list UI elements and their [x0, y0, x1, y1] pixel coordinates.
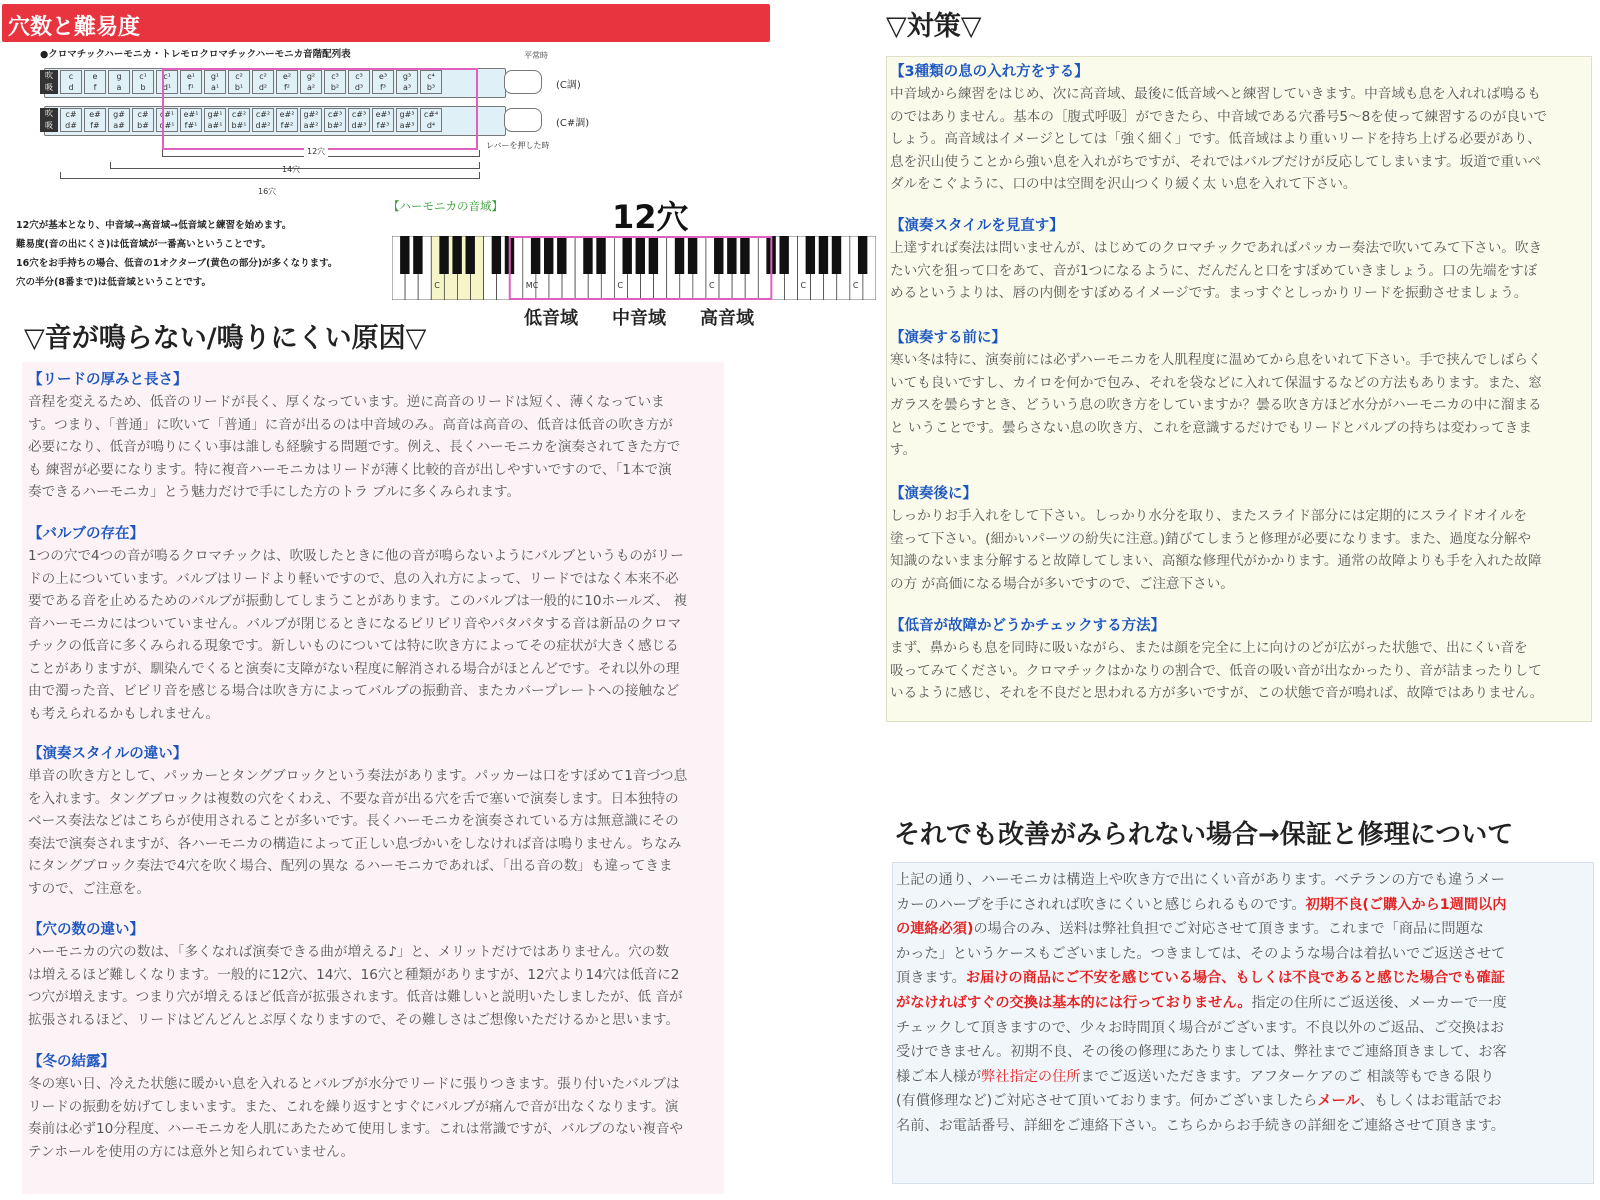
c-label: MC	[525, 281, 539, 290]
section-line: チックの低音に多くみられる現象です。新しいものについては特に吹き方によってその症状が大きく感じる	[28, 638, 679, 654]
len12-label: 12穴	[304, 146, 328, 157]
hole: c¹ d¹	[156, 70, 178, 94]
note-line: 穴の半分(8番まで)は低音域ということです。	[16, 277, 212, 288]
header-bar	[2, 4, 770, 42]
section-line: 寒い冬は特に、演奏前には必ずハーモニカを人肌程度に温めてから息をいれて下さい。手で挟んでしばらく	[890, 352, 1542, 368]
len14-label: 14穴	[282, 165, 301, 174]
section-block	[890, 614, 1592, 705]
csharp-key-label: (C#調)	[556, 118, 590, 129]
black-key	[466, 236, 475, 274]
hole: c#⁴ d⁴	[420, 108, 442, 132]
section-line: 上達すれば奏法は問いませんが、はじめてのクロマチックであればパッカー奏法で吹いてみて下さい。吹き	[890, 240, 1543, 256]
section-block	[28, 368, 728, 504]
hole: c#² d#²	[252, 108, 274, 132]
designated-address: 弊社指定の住所	[981, 1068, 1081, 1085]
warranty-title: それでも改善がみられない場合→保証と修理について	[894, 820, 1514, 850]
section-line: ことがありますが、馴染んでくると演奏に支障がない程度に解消される場合がほとんどです。それ以外の理	[28, 660, 680, 677]
section-heading: 【3種類の息の入れ方をする】	[890, 64, 1089, 80]
hole: g#² a#²	[300, 108, 322, 132]
black-key	[544, 236, 553, 274]
section-block	[28, 742, 728, 900]
section-line: つ穴が増えます。つまり穴が増えるほど低音が拡張されます。低音は難しいと説明いたしましたが、低 音が	[28, 989, 683, 1005]
section-line: 要である音を止めるためのバルブが振動してしまうことがあります。このバルブは一般的に10ホールズ、 複	[28, 593, 688, 609]
section-line: 冬の寒い日、冷えた状態に暖かい息を入れるとバルブが水分でリードに張りつきます。張り付いたバルブは	[28, 1076, 680, 1092]
section-heading: 【冬の結露】	[28, 1054, 115, 1070]
section-heading: 【低音が故障かどうかチェックする方法】	[890, 618, 1166, 634]
harmonica-mouthpiece-c	[504, 70, 542, 94]
hole: c#³ d#³	[348, 108, 370, 132]
section-line: 中音域から練習をはじめ、次に高音域、最後に低音域へと練習していきます。中音域も息を入れれば鳴るも	[890, 86, 1541, 102]
section-heading: 【穴の数の違い】	[28, 922, 144, 938]
black-key	[622, 236, 631, 274]
section-line: 吸ってみてください。クロマチックはかなりの割合で、低音の吸い音が出なかったり、音が詰まったりして	[890, 662, 1542, 679]
section-line: しっかりお手入れをして下さい。しっかり水分を取り、またスライド部分には定期的にスライドオイルを	[890, 508, 1527, 524]
section-line: ドの上についています。バルブはリードより軽いですので、息の入れ方によって、リードではなく本来不必	[28, 570, 679, 587]
hole: e² f²	[276, 70, 298, 94]
black-key	[675, 236, 684, 274]
hole: g#³ a#³	[396, 108, 418, 132]
notes-block	[16, 216, 337, 292]
section-line: 息を沢山使うことから強い息を入れがちですが、それではバルブだけが反応してしまいます。坂道で重いペ	[890, 153, 1542, 170]
exchange-warning-cont: がなければすぐの交換は基本的には行っておりません。	[896, 994, 1252, 1011]
black-key	[531, 236, 540, 274]
hole: e#² f#²	[276, 108, 298, 132]
c-key-label: (C調)	[556, 80, 581, 91]
section-block	[890, 326, 1592, 462]
section-line: めるというよりは、唇の内側をすぼめるイメージです。まっすぐとしっかりリードを振動させましょう。	[890, 285, 1528, 301]
black-key	[649, 236, 658, 274]
black-key	[596, 236, 605, 274]
header-title: 穴数と難易度	[8, 15, 141, 40]
hole: e f	[84, 70, 106, 94]
hole: e# f#	[84, 108, 106, 132]
section-line: にタングブロック奏法で4穴を吹く場合、配列の異な るハーモニカであれば、「出る音の数」も違ってきま	[28, 858, 673, 874]
lever-label: レバーを押した時	[486, 141, 550, 150]
hole: g a	[108, 70, 130, 94]
hole: c#² b#¹	[228, 108, 250, 132]
black-key	[492, 236, 501, 274]
section-line: す。	[890, 442, 917, 458]
c-label: C	[617, 281, 623, 290]
left-section-title: ▽音が鳴らない/鳴りにくい原因▽	[24, 323, 427, 354]
black-key	[636, 236, 645, 274]
hole: e¹ f¹	[180, 70, 202, 94]
section-heading: 【演奏スタイルを見直す】	[890, 218, 1064, 234]
section-heading: 【演奏後に】	[890, 486, 977, 502]
warranty-text: 上記の通り、ハーモニカは構造上や吹き方で出にくい音があります。ベテランの方でも違うメー カーのハープを手にされれば吹きにくいと感じられるものです。初期不良(ご購入から1週間以内 の連絡必須)の場合のみ、送料は弊社負担でご対応させて頂きます。これまで「商品に問題な かった」というケースもございました。つきましては、そのような場合は着払いでご返送させて 頂きます。お届けの商品にご不安を感じている場合、もしくは不良であると感じた場合でも確証 がなければすぐの交換は基本的には行っておりません。指定の住所にご返送後、メーカーで一度 チェックして頂きますので、少々お時間頂く場合がございます。不良以外のご返品、ご交換はお 受けできません。初期不良、その後の修理にあたりましては、弊社までご連絡頂きまして、お客 様ご本人様が弊社指定の住所までご返送いただきます。アフターケアのご 相談等もできる限り (有償修理など)ご対応させて頂いております。何かございましたらメール、もしくはお電話でお 名前、お電話番号、詳細をご連絡下さい。こちらからお手続きの詳細をご連絡させて頂きます。	[896, 872, 1507, 1134]
range-12-highlight	[162, 68, 478, 150]
section-block	[28, 918, 728, 1031]
note-line: 12穴が基本となり、中音域→高音域→低音域と練習を始めます。	[16, 220, 292, 231]
section-heading: 【演奏スタイルの違い】	[28, 746, 188, 762]
black-key	[439, 236, 448, 274]
section-line: 単音の吹き方として、パッカーとタングブロックという奏法があります。パッカーは口をすぼめて1音づつ息	[28, 768, 688, 784]
hole: c² d²	[252, 70, 274, 94]
c-label: C	[434, 281, 440, 290]
hole: c d	[60, 70, 82, 94]
c-label: C	[708, 281, 715, 290]
note-line: 16穴をお手持ちの場合、低音の1オクターブ(黄色の部分)が多くなります。	[16, 258, 338, 269]
hole: g¹ a¹	[204, 70, 226, 94]
black-key	[806, 236, 815, 274]
section-line: 塗って下さい。(細かいパーツの紛失に注意。)錆びてしまうと修理が必要になります。また、過度な分解や	[890, 530, 1532, 547]
section-line: たい穴を狙って口をあて、音が1つになるように、だんだんと口をすぼめていきましょう。口の先端をすぼ	[890, 262, 1538, 279]
section-line: の方 が高価になる場合が多いですので、ご注意下さい。	[890, 575, 1234, 592]
section-block	[890, 60, 1592, 196]
defect-notice-cont: の連絡必須)	[896, 921, 974, 938]
section-line: 1つの穴で4つの音が鳴るクロマチックは、吹吸したときに他の音が鳴らないようにバルブというものがリー	[28, 548, 684, 564]
chart-title: ●クロマチックハーモニカ・トレモロクロマチックハーモニカ音階配列表	[40, 49, 351, 60]
section-line: ベース奏法などはこちらが使用されることが多いです。長くハーモニカを演奏されている方は無意識にその	[28, 813, 679, 829]
section-block	[890, 482, 1592, 595]
section-line: 知識のないまま分解すると故障してしまい、高額な修理代がかかります。通常の故障よりも手を入れた故障	[890, 553, 1542, 569]
section-line: 奏前は必ず10分程度、ハーモニカを人肌にあたためて使用します。これは常識ですが、バルブのない複音や	[28, 1121, 684, 1137]
black-key	[583, 236, 592, 274]
hole: c² b¹	[228, 70, 250, 94]
hole: g³ a³	[396, 70, 418, 94]
piano-keyboard	[392, 236, 876, 300]
mid-range-label: 中音域	[612, 308, 666, 329]
section-line: ハーモニカの穴の数は、「多くなれば演奏できる曲が増える♪」と、メリットだけではありません。穴の数	[28, 944, 670, 960]
black-key	[779, 236, 788, 274]
section-line: ガラスを曇らすとき、どういう息の吹き方をしていますか？曇る吹き方ほど水分がハーモニカの中に溜まる	[890, 397, 1542, 413]
section-line: は増えるほど難しくなります。一般的に12穴、14穴、16穴と種類がありますが、12穴より14穴は低音に2	[28, 966, 680, 983]
section-line: リードの振動を妨げてしまいます。また、これを繰り返すとすぐにバルブが痛んで音が出なくなります。演	[28, 1098, 679, 1115]
black-key	[832, 236, 841, 274]
hole: c#¹ d#¹	[156, 108, 178, 132]
section-line: す。つまり、「普通」に吹いて「普通」に音が出るのは中音域のみ。高音は高音の、低音は低音の吹き方が	[28, 416, 673, 433]
section-line: 奏できるハーモニカ」とう魅力だけで手にした方のトラ ブルに多くみられます。	[28, 484, 521, 500]
black-key	[714, 236, 723, 274]
harmonica-mouthpiece-csharp	[504, 108, 542, 132]
section-line: テンホールを使用の方には意外と知られていません。	[28, 1143, 355, 1160]
black-key	[819, 236, 828, 274]
hole: c³ b²	[324, 70, 346, 94]
section-line: 必要になり、低音が鳴りにくい事は誰しも経験する問題です。例え、長くハーモニカを演奏されてきた方で	[28, 439, 681, 455]
high-range-label: 高音域	[700, 308, 754, 329]
section-line: ダルをこぐように、口の中は空間を沢山つくり緩く太 い息を入れて下さい。	[890, 176, 1357, 192]
len16-label: 16穴	[258, 187, 277, 196]
low-range-label: 低音域	[524, 308, 578, 329]
section-heading: 【バルブの存在】	[28, 526, 144, 542]
hole: e³ f³	[372, 70, 394, 94]
black-key	[400, 236, 409, 274]
section-line: も 練習が必要になります。特に複音ハーモニカはリードが薄く比較的音が出しやすいですので、「1本で演	[28, 461, 672, 478]
exchange-warning: お届けの商品にご不安を感じている場合、もしくは不良であると感じた場合でも確証	[965, 970, 1505, 987]
black-key	[557, 236, 566, 274]
section-heading: 【演奏する前に】	[890, 330, 1006, 346]
section-line: を入れます。タングブロックは複数の穴をくわえ、不要な音が出る穴を舌で塞いで演奏します。日本独特の	[28, 790, 679, 807]
len16-bracket	[60, 172, 480, 179]
black-key	[727, 236, 736, 274]
section-line: 奏法で演奏されますが、各ハーモニカの構造によって正しい息づかいをしなければ音は鳴りません。ちなみ	[28, 835, 682, 852]
section-line: も考えられるかもしれません。	[28, 705, 220, 722]
section-line: 拡張されるほど、リードはどんどんとぶ厚くなりますので、その難しさはご想像いただけるかと思います。	[28, 1011, 680, 1028]
section-heading: 【リードの厚みと長さ】	[28, 372, 188, 388]
section-line: まず、鼻からも息を同時に吸いながら、または顔を完全に上に向けのどが広がった状態で、出にくい音を	[890, 640, 1528, 656]
section-line: いるように感じ、それを不良だと思われる方が多いですが、この状態で音が鳴れば、故障ではありません。	[890, 685, 1544, 701]
hole: g² a²	[300, 70, 322, 94]
section-block	[890, 214, 1592, 305]
hole: e#¹ f#¹	[180, 108, 202, 132]
section-line: のではありません。基本の［腹式呼吸］ができたら、中音域である穴番号5〜8を使って練習するのが良いで	[890, 108, 1548, 125]
black-key	[858, 236, 867, 274]
black-key	[688, 236, 697, 274]
holes-12-label: 12穴	[612, 198, 689, 236]
hole: c#³ b#²	[324, 108, 346, 132]
side-tag-c: 吹 吸	[40, 70, 58, 94]
section-line: 由で濁った音、ビビリ音を感じる場合は吹き方によってバルブの振動音、またカバープレートへの接触など	[28, 683, 680, 699]
email-link[interactable]: メール	[1317, 1093, 1360, 1110]
c-label: C	[800, 281, 807, 290]
black-key	[740, 236, 749, 274]
hole: g#¹ a#¹	[204, 108, 226, 132]
normal-label: 平常時	[524, 51, 548, 60]
section-line: 音ハーモニカにはついていません。バルブが閉じるときになるビリビリ音やパタパタする音は新品のクロマ	[28, 615, 682, 632]
hole: c¹ b	[132, 70, 154, 94]
section-block	[28, 1050, 728, 1163]
side-tag-csharp: 吹 吸	[40, 108, 58, 132]
section-line: すので、ご注意を。	[28, 880, 151, 897]
range-label: 【ハーモニカの音域】	[388, 199, 503, 213]
hole: c⁴ b³	[420, 70, 442, 94]
note-line: 難易度(音の出にくさ)は低音域が一番高いということです。	[16, 239, 271, 250]
section-line: 音程を変えるため、低音のリードが長く、厚くなっています。逆に高音のリードは短く、薄くなっていま	[28, 394, 665, 410]
black-key	[452, 236, 461, 274]
defect-notice: 初期不良(ご購入から1週間以内	[1305, 896, 1507, 913]
c-label: C	[852, 281, 859, 290]
hole: c# b#	[132, 108, 154, 132]
section-block	[28, 522, 728, 725]
right-section-title: ▽対策▽	[886, 11, 982, 42]
hole: e#³ f#³	[372, 108, 394, 132]
hole: c³ d³	[348, 70, 370, 94]
section-line: いても良いですし、カイロを何かで包み、それを袋などに入れて保温するなどの方法もあります。また、窓	[890, 374, 1542, 391]
section-line: しょう。高音域はイメージとしては「強く細く」です。低音域はより重いリードを持ち上げる必要があり、	[890, 131, 1542, 147]
hole: g# a#	[108, 108, 130, 132]
section-line: と いうことです。曇らさない息の吹き方、これを意識するだけでもリードとバルブの持ちは変わってきま	[890, 419, 1532, 436]
hole: c# d#	[60, 108, 82, 132]
black-key	[413, 236, 422, 274]
